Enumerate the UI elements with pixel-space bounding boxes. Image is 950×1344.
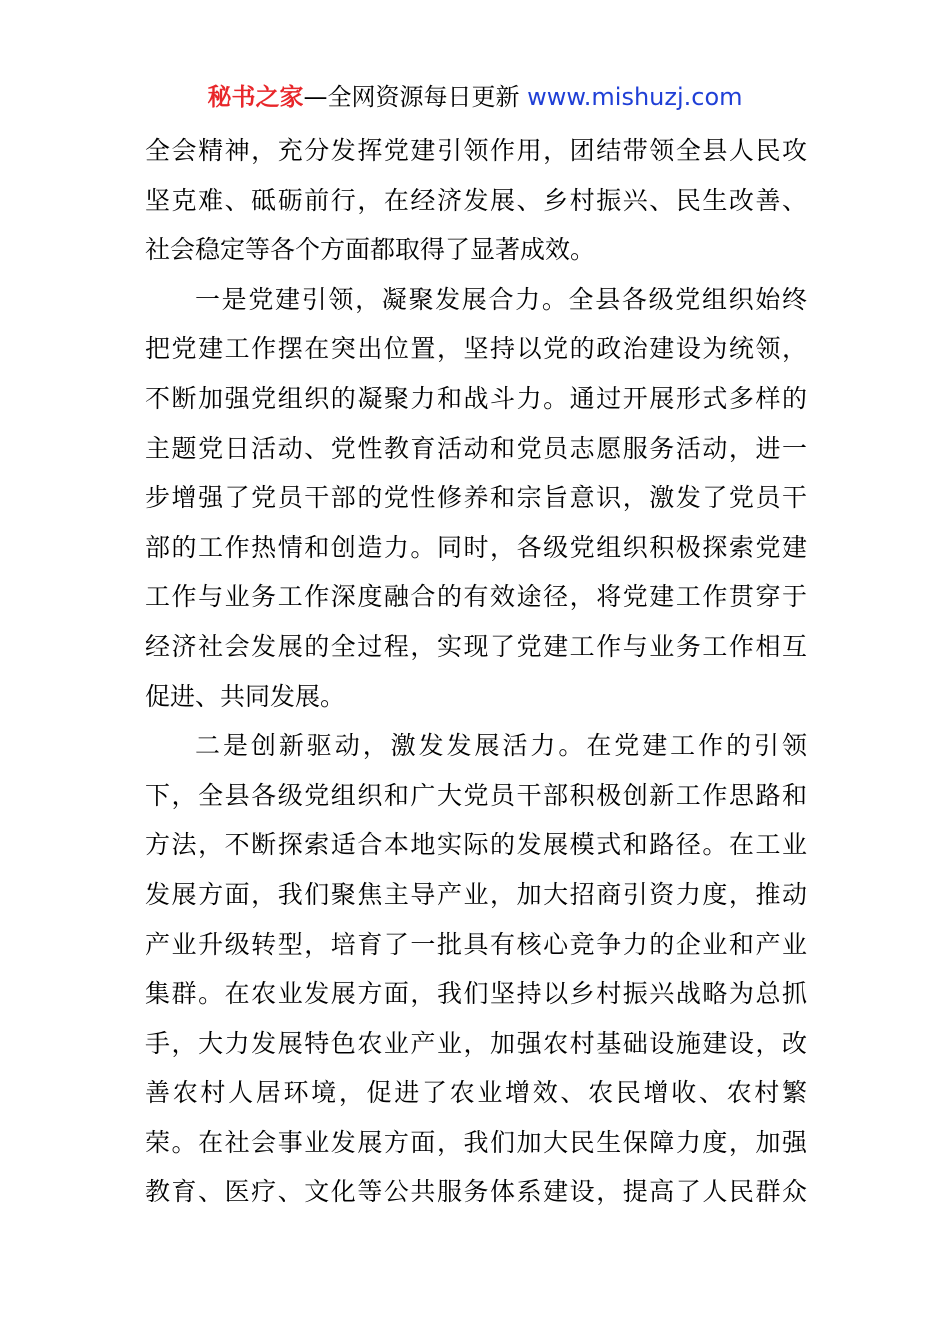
text-line: 部的工作热情和创造力。同时，各级党组织积极探索党建 — [145, 532, 807, 562]
text-line: 工作与业务工作深度融合的有效途径，将党建工作贯穿于 — [145, 582, 807, 612]
text-line: 促进、共同发展。 — [145, 681, 346, 711]
text-line: 把党建工作摆在突出位置，坚持以党的政治建设为统领， — [145, 334, 807, 364]
text-line: 教育、医疗、文化等公共服务体系建设，提高了人民群众 — [145, 1177, 807, 1207]
text-line: 全会精神，充分发挥党建引领作用，团结带领全县人民攻 — [145, 136, 807, 165]
text-line: 善农村人居环境，促进了农业增效、农民增收、农村繁 — [145, 1078, 807, 1108]
paragraph-heading-line: 二是创新驱动，激发发展活力。在党建工作的引领 — [195, 731, 807, 761]
text-line: 荣。在社会事业发展方面，我们加大民生保障力度，加强 — [145, 1127, 807, 1157]
text-line: 经济社会发展的全过程，实现了党建工作与业务工作相互 — [145, 631, 807, 661]
text-line: 主题党日活动、党性教育活动和党员志愿服务活动，进一 — [145, 433, 807, 463]
page-header — [0, 80, 950, 114]
text-line: 手，大力发展特色农业产业，加强农村基础设施建设，改 — [145, 1028, 807, 1058]
text-line: 社会稳定等各个方面都取得了显著成效。 — [145, 235, 596, 265]
paragraph-heading-line: 一是党建引领，凝聚发展合力。全县各级党组织始终 — [195, 284, 807, 314]
text-line: 坚克难、砥砺前行，在经济发展、乡村振兴、民生改善、 — [145, 185, 807, 215]
header-site-url[interactable]: www.mishuzj.com — [527, 83, 743, 111]
text-line: 集群。在农业发展方面，我们坚持以乡村振兴战略为总抓 — [145, 979, 807, 1009]
text-line: 产业升级转型，培育了一批具有核心竞争力的企业和产业 — [145, 929, 807, 959]
text-line: 下，全县各级党组织和广大党员干部积极创新工作思路和 — [145, 780, 807, 810]
document-body — [145, 126, 807, 1217]
header-tagline: —全网资源每日更新 — [303, 83, 528, 111]
text-line: 步增强了党员干部的党性修养和宗旨意识，激发了党员干 — [145, 483, 807, 513]
text-line: 方法，不断探索适合本地实际的发展模式和路径。在工业 — [145, 830, 807, 860]
header-brand: 秘书之家 — [207, 83, 304, 111]
text-line: 发展方面，我们聚焦主导产业，加大招商引资力度，推动 — [145, 879, 807, 909]
text-line: 不断加强党组织的凝聚力和战斗力。通过开展形式多样的 — [145, 383, 807, 413]
